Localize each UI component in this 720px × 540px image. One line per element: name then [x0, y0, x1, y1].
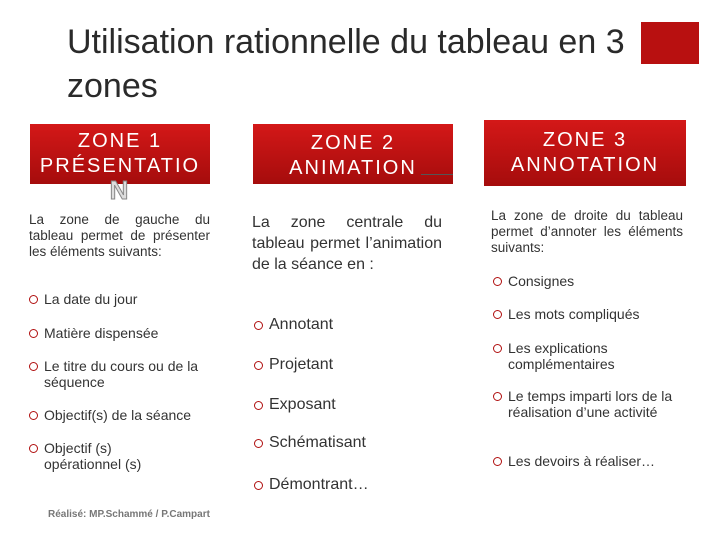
list-item-text: Annotant [269, 316, 334, 333]
bullet-circle-icon [29, 444, 38, 453]
zone-1-heading-line: PRÉSENTATIO [39, 155, 201, 177]
bullet-circle-icon [29, 411, 38, 420]
decorative-red-box [641, 22, 699, 64]
bullet-circle-icon [254, 361, 263, 370]
list-item-text: Objectif(s) de la séance [44, 407, 192, 423]
bullet-circle-icon [493, 457, 502, 466]
list-item [29, 407, 224, 423]
list-item-text: Objectif (s) opérationnel (s) [44, 440, 142, 472]
bullet-circle-icon [254, 401, 263, 410]
list-item [254, 475, 444, 495]
bullet-circle-icon [493, 392, 502, 401]
bullet-circle-icon [29, 295, 38, 304]
bullet-circle-icon [29, 362, 38, 371]
zone-1-heading [30, 124, 210, 205]
bullet-circle-icon [254, 321, 263, 330]
zone-2-heading-line: ANIMATION [289, 157, 417, 179]
zone-2-heading [253, 124, 453, 184]
list-item-text: Consignes [508, 273, 575, 289]
zone-1-heading-line: ZONE 1 [77, 130, 163, 152]
list-item [29, 291, 214, 307]
footer-credit: Réalisé: MP.Schammé / P.Campart [48, 509, 210, 520]
list-item-text: Les devoirs à réaliser… [508, 453, 656, 469]
list-item [254, 395, 444, 415]
list-item [29, 358, 214, 390]
bullet-circle-icon [254, 439, 263, 448]
zone-1-heading-line: N [109, 175, 131, 205]
slide-title: Utilisation rationnelle du tableau en 3 zones [67, 23, 625, 105]
list-item [493, 388, 678, 420]
bullet-circle-icon [493, 277, 502, 286]
zone-1-description: La zone de gauche du tableau permet de présenter les éléments suivants: [29, 212, 210, 259]
list-item-text: Le temps imparti lors de la réalisation d’une activité [508, 388, 673, 420]
list-item-text: Exposant [269, 396, 336, 413]
list-item [29, 325, 214, 341]
zone-2-description: La zone centrale du tableau permet l’animation de la séance en : [252, 214, 442, 273]
bullet-circle-icon [493, 344, 502, 353]
bullet-circle-icon [29, 329, 38, 338]
list-item [254, 433, 444, 453]
zone-2-heading-line: ZONE 2 [310, 132, 396, 154]
list-item [493, 273, 683, 289]
list-item-text: Schématisant [269, 434, 366, 451]
list-item [493, 453, 693, 469]
list-item [254, 355, 444, 375]
zone-3-heading-line: ZONE 3 [542, 129, 628, 151]
list-item-text: Matière dispensée [44, 325, 159, 341]
list-item [254, 315, 444, 335]
list-item [493, 306, 693, 322]
list-item-text: Projetant [269, 356, 334, 373]
list-item-text: Les explications complémentaires [508, 340, 615, 372]
zone-3-heading-line: ANNOTATION [510, 154, 660, 176]
bullet-circle-icon [254, 481, 263, 490]
list-item [29, 440, 179, 472]
list-item-text: Démontrant… [269, 476, 369, 493]
zone-3-description: La zone de droite du tableau permet d’annoter les éléments suivants: [491, 208, 683, 255]
bullet-circle-icon [493, 310, 502, 319]
list-item-text: Les mots compliqués [508, 306, 640, 322]
heading-underline [421, 174, 453, 175]
list-item [493, 340, 653, 372]
list-item-text: La date du jour [44, 291, 138, 307]
zone-3-heading [484, 120, 686, 186]
list-item-text: Le titre du cours ou de la séquence [44, 358, 199, 390]
